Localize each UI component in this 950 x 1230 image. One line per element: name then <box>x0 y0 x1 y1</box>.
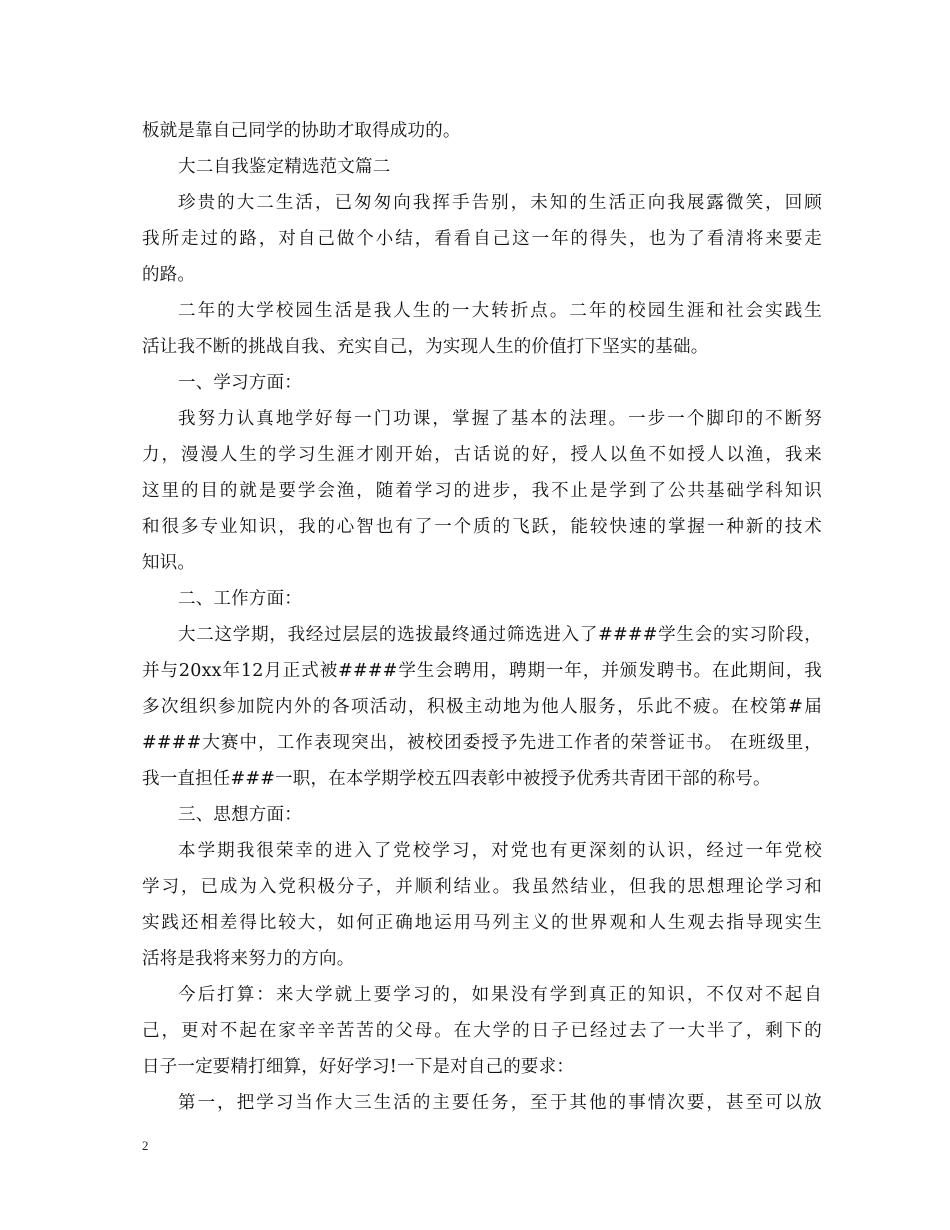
text-line: 力，漫漫人生的学习生涯才刚开始，古话说的好，授人以鱼不如授人以渔，我来 <box>142 445 822 465</box>
text-line: 珍贵的大二生活，已匆匆向我挥手告别，未知的生活正向我展露微笑，回顾 <box>178 193 822 213</box>
text-line: ####大赛中，工作表现突出，被校团委授予先进工作者的荣誉证书。 在班级里， <box>142 733 822 753</box>
document-body <box>142 113 822 1121</box>
text-line: 多次组织参加院内外的各项活动，积极主动地为他人服务，乐此不疲。在校第#届 <box>142 697 822 717</box>
text-line: 实践还相差得比较大，如何正确地运用马列主义的世界观和人生观去指导现实生 <box>142 913 822 933</box>
text-line: 三、思想方面： <box>178 805 302 825</box>
text-line: 今后打算：来大学就上要学习的，如果没有学到真正的知识，不仅对不起自 <box>178 985 822 1005</box>
text-line: 我努力认真地学好每一门功课，掌握了基本的法理。一步一个脚印的不断努 <box>178 409 822 429</box>
text-line: 知识。 <box>142 553 196 573</box>
text-line: 学习，已成为入党积极分子，并顺利结业。我虽然结业，但我的思想理论学习和 <box>142 877 822 897</box>
text-line: 二、工作方面： <box>178 589 302 609</box>
text-line: 大二这学期，我经过层层的选拔最终通过筛选进入了####学生会的实习阶段， <box>178 625 822 645</box>
text-line: 本学期我很荣幸的进入了党校学习，对党也有更深刻的认识，经过一年党校 <box>178 841 822 861</box>
text-line: 二年的大学校园生活是我人生的一大转折点。二年的校园生涯和社会实践生 <box>178 301 822 321</box>
text-line: 活将是我将来努力的方向。 <box>142 949 355 969</box>
text-line: 活让我不断的挑战自我、充实自己，为实现人生的价值打下坚实的基础。 <box>142 337 709 357</box>
text-line: 板就是靠自己同学的协助才取得成功的。 <box>142 121 461 141</box>
text-line: 大二自我鉴定精选范文篇二 <box>178 157 391 177</box>
text-line: 一、学习方面： <box>178 373 302 393</box>
text-line: 第一，把学习当作大三生活的主要任务，至于其他的事情次要，甚至可以放 <box>178 1093 822 1113</box>
text-line: 我一直担任###一职，在本学期学校五四表彰中被授予优秀共青团干部的称号。 <box>142 769 771 789</box>
text-line: 己，更对不起在家辛辛苦苦的父母。在大学的日子已经过去了一大半了，剩下的 <box>142 1021 822 1041</box>
text-line: 并与20xx年12月正式被####学生会聘用，聘期一年，并颁发聘书。在此期间，我 <box>142 661 822 681</box>
text-line: 这里的目的就是要学会渔，随着学习的进步，我不止是学到了公共基础学科知识 <box>142 481 822 501</box>
text-line: 日子一定要精打细算，好好学习!一下是对自己的要求： <box>142 1057 575 1077</box>
page-number: 2 <box>142 1138 149 1153</box>
text-line: 我所走过的路，对自己做个小结，看看自己这一年的得失，也为了看清将来要走 <box>142 229 822 249</box>
text-line: 的路。 <box>142 265 196 285</box>
text-line: 和很多专业知识，我的心智也有了一个质的飞跃，能较快速的掌握一种新的技术 <box>142 517 822 537</box>
